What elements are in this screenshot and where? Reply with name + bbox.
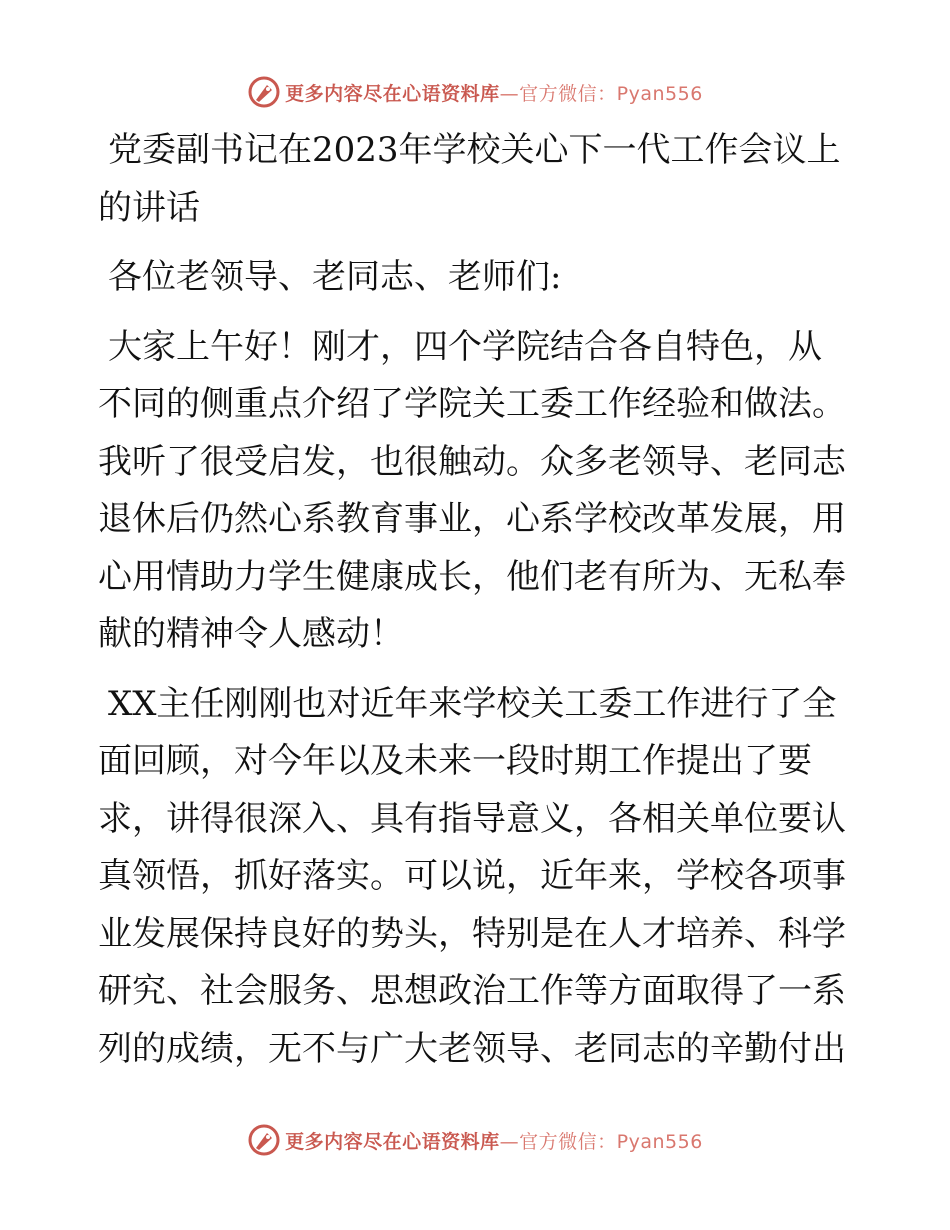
pen-nib-logo-icon bbox=[247, 1123, 281, 1157]
watermark-contact-text: —官方微信：Pyan556 bbox=[499, 82, 703, 105]
watermark-brand-text: 更多内容尽在心语资料库 bbox=[285, 1130, 500, 1153]
watermark-brand-text: 更多内容尽在心语资料库 bbox=[285, 82, 500, 105]
body-paragraph-1: 大家上午好！刚才，四个学院结合各自特色，从不同的侧重点介绍了学院关工委工作经验和做法。我听了很受启发，也很触动。众多老领导、老同志退休后仍然心系教育事业，心系学校改革发展，用心用情助力学生健康成长，他们老有所为、无私奉献的精神令人感动！ bbox=[98, 326, 846, 654]
header-watermark-banner bbox=[0, 72, 950, 112]
document-title: 党委副书记在2023年学校关心下一代工作会议上的讲话 bbox=[98, 130, 841, 228]
document-body bbox=[98, 122, 850, 1078]
document-salutation: 各位老领导、老同志、老师们: bbox=[108, 257, 562, 297]
body-paragraph-2: XX主任刚刚也对近年来学校关工委工作进行了全面回顾，对今年以及未来一段时期工作提出了要求，讲得很深入、具有指导意义，各相关单位要认真领悟，抓好落实。可以说，近年来，学校各项事业发展保持良好的势头，特别是在人才培养、科学研究、社会服务、思想政治工作等方面取得了一系列的成绩，无不与广大老领导、老同志的辛勤付出 bbox=[98, 683, 846, 1069]
footer-watermark-banner bbox=[0, 1120, 950, 1160]
watermark-contact-text: —官方微信：Pyan556 bbox=[499, 1130, 703, 1153]
pen-nib-logo-icon bbox=[247, 75, 281, 109]
